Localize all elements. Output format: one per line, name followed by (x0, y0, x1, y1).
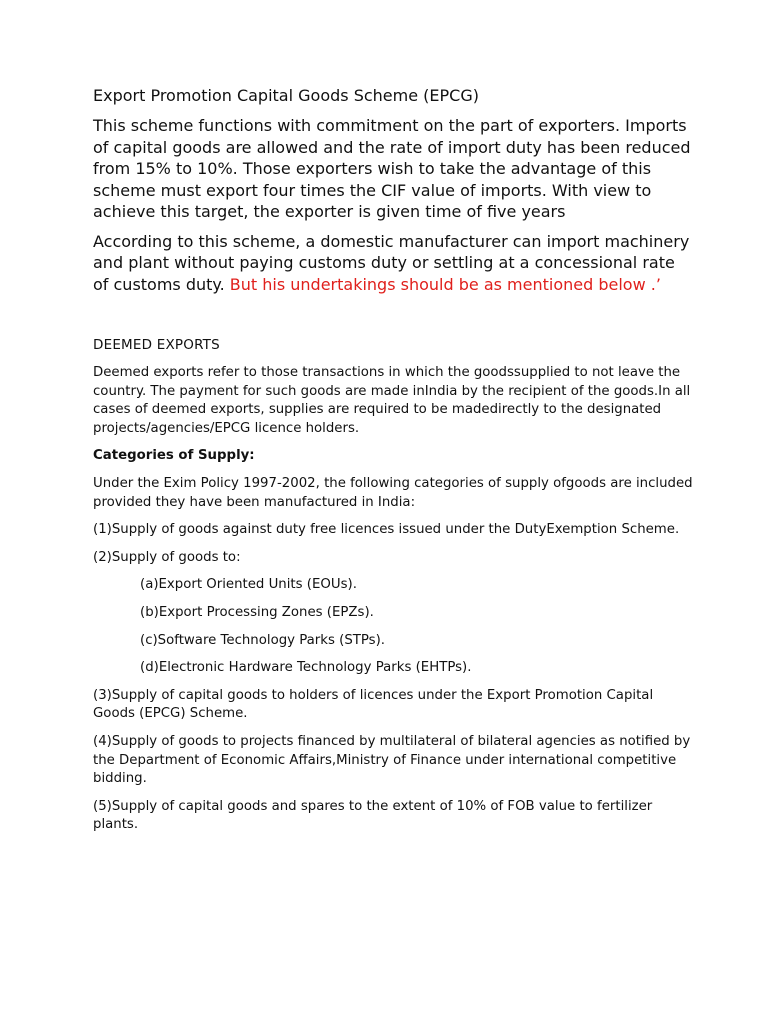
undertaking-highlight-text: But his undertakings should be as mentioned below .’ (229, 274, 661, 294)
category-item-3: (3)Supply of capital goods to holders of licences under the Export Promotion Capital Goods (EPCG) Scheme. (93, 687, 654, 722)
scheme-undertaking-text: According to this scheme, a domestic manufacturer can import machinery and plant without paying customs duty or settling at a concessional rate of customs duty. (93, 231, 690, 294)
categories-heading: Categories of Supply: (93, 448, 255, 464)
scheme-undertaking-paragraph (93, 231, 693, 296)
categories-intro: Under the Exim Policy 1997-2002, the following categories of supply ofgoods are included provided they have been manufactured in India: (93, 475, 693, 510)
category-item-2: (2)Supply of goods to: (93, 549, 241, 565)
spacer (93, 303, 693, 336)
category-item-1: (1)Supply of goods against duty free licences issued under the DutyExemption Scheme. (93, 522, 680, 538)
category-subitem-d: (d)Electronic Hardware Technology Parks (EHTPs). (140, 660, 472, 676)
category-item-4: (4)Supply of goods to projects financed by multilateral of bilateral agencies as notified by the Department of Economic Affairs,Ministry of Finance under international competitive bidding. (93, 733, 691, 787)
document-body (93, 86, 693, 844)
deemed-exports-heading: DEEMED EXPORTS (93, 337, 220, 353)
document-title: Export Promotion Capital Goods Scheme (EPCG) (93, 86, 479, 105)
category-subitem-b: (b)Export Processing Zones (EPZs). (140, 604, 374, 620)
deemed-exports-paragraph: Deemed exports refer to those transactions in which the goodssupplied to not leave the country. The payment for such goods are made inIndia by the recipient of the goods.In all cases of deemed exports, supplies are required to be madedirectly to the designated projects/agencies/EPCG licence holders. (93, 365, 691, 436)
category-subitem-a: (a)Export Oriented Units (EOUs). (140, 577, 357, 593)
category-item-5: (5)Supply of capital goods and spares to the extent of 10% of FOB value to fertilizer plants. (93, 798, 653, 833)
category-subitem-c: (c)Software Technology Parks (STPs). (140, 632, 386, 648)
scheme-description-paragraph: This scheme functions with commitment on the part of exporters. Imports of capital goods are allowed and the rate of import duty has been reduced from 15% to 10%. Those exporters wish to take the advantage of this scheme must export four times the CIF value of imports. With view to achieve this target, the exporter is given time of five years (93, 116, 691, 221)
